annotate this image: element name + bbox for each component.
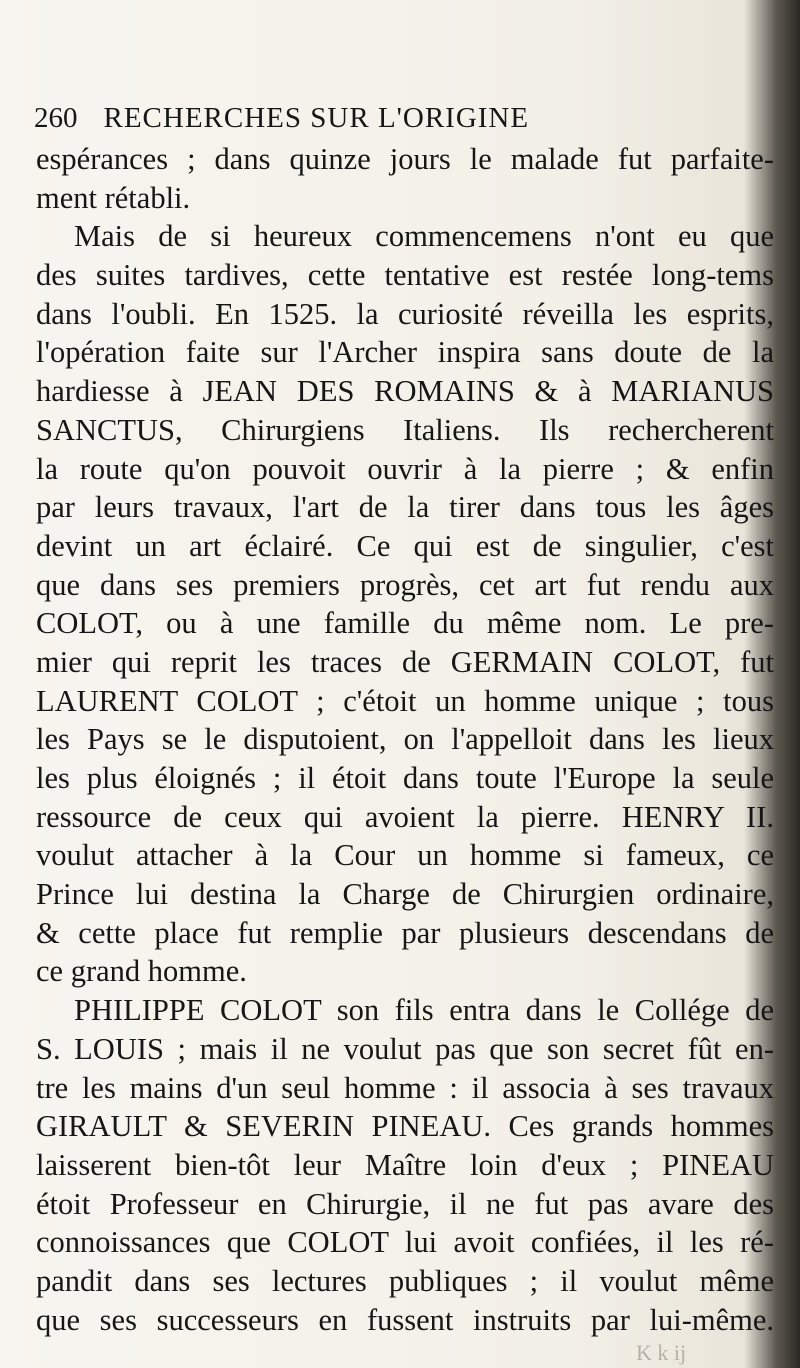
text-line: que dans ses premiers progrès, cet art fut rendu aux [36, 567, 774, 602]
text-line: S. LOUIS ; mais il ne voulut pas que son secret fût en- [36, 1031, 774, 1066]
text-line: par leurs travaux, l'art de la tirer dans tous les âges [36, 490, 774, 525]
text-line: les plus éloignés ; il étoit dans toute l'Europe la seule [36, 761, 774, 795]
page-number: 260 [34, 102, 78, 134]
text-line: étoit Professeur en Chirurgie, il ne fut pas avare des [36, 1186, 774, 1221]
text-line: voulut attacher à la Cour un homme si fameux, ce [36, 838, 774, 873]
text-line: espérances ; dans quinze jours le malade fut parfaite- [36, 142, 774, 176]
text-line: GIRAULT & SEVERIN PINEAU. Ces grands hommes [36, 1109, 774, 1144]
text-line: ressource de ceux qui avoient la pierre. HENRY II. [36, 799, 774, 834]
body-text [36, 140, 774, 1339]
text-line: que ses successeurs en fussent instruits par lui-même. [36, 1302, 774, 1337]
text-line: la route qu'on pouvoit ouvrir à la pierre ; & enfin [36, 451, 774, 486]
text-line: Mais de si heureux commencemens n'ont eu que [74, 219, 774, 254]
text-line: Prince lui destina la Charge de Chirurgien ordinaire, [36, 877, 774, 912]
text-line: connoissances que COLOT lui avoit confiées, il les ré- [36, 1225, 774, 1260]
text-line: tre les mains d'un seul homme : il associa à ses travaux [36, 1070, 774, 1105]
text-line: ment rétabli. [36, 180, 191, 215]
text-line: laisserent bien-tôt leur Maître loin d'eux ; PINEAU [36, 1147, 774, 1182]
text-line: & cette place fut remplie par plusieurs descendans de [36, 915, 774, 950]
running-title: RECHERCHES SUR L'ORIGINE [103, 102, 530, 134]
text-line: devint un art éclairé. Ce qui est de singulier, c'est [36, 528, 774, 563]
text-line: SANCTUS, Chirurgiens Italiens. Ils rechercherent [36, 412, 774, 447]
text-line: hardiesse à JEAN DES ROMAINS & à MARIANUS [36, 374, 774, 409]
text-line: COLOT, ou à une famille du même nom. Le pre- [36, 606, 774, 641]
signature-mark: K k ij [636, 1340, 687, 1365]
text-line: dans l'oubli. En 1525. la curiosité réveilla les esprits, [36, 296, 774, 331]
text-line: l'opération faite sur l'Archer inspira sans doute de la [36, 335, 774, 370]
text-line: ce grand homme. [36, 954, 247, 989]
text-line: les Pays se le disputoient, on l'appelloit dans les lieux [36, 722, 774, 757]
running-head [34, 98, 674, 138]
text-line: PHILIPPE COLOT son fils entra dans le Collége de [74, 993, 774, 1028]
text-line: pandit dans ses lectures publiques ; il voulut même [36, 1263, 774, 1298]
text-line: mier qui reprit les traces de GERMAIN COLOT, fut [36, 644, 774, 679]
text-line: LAURENT COLOT ; c'étoit un homme unique ; tous [36, 683, 774, 718]
text-line: des suites tardives, cette tentative est restée long-tems [36, 258, 774, 293]
